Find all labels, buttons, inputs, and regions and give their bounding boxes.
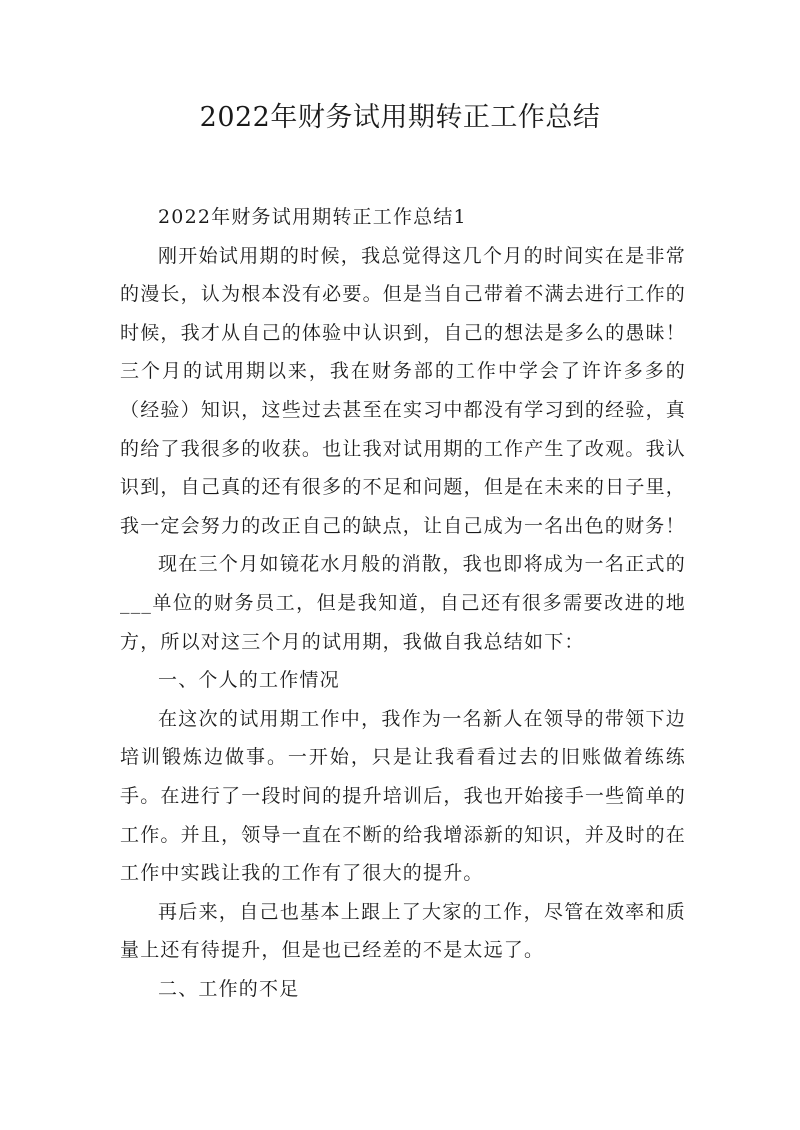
paragraph-intro: 刚开始试用期的时候，我总觉得这几个月的时间实在是非常的漫长，认为根本没有必要。但是当自己带着不满去进行工作的时候，我才从自己的体验中认识到，自己的想法是多么的愚昧！三个月的试用期以来，我在财务部的工作中学会了许许多多的（经验）知识，这些过去甚至在实习中都没有学习到的经验，真的给了我很多的收获。也让我对试用期的工作产生了改观。我认识到，自己真的还有很多的不足和问题，但是在未来的日子里，我一定会努力的改正自己的缺点，让自己成为一名出色的财务！ [120,244,686,537]
paragraph-work-2: 再后来，自己也基本上跟上了大家的工作，尽管在效率和质量上还有待提升，但是也已经差的不是太远了。 [120,900,686,962]
document-title: 2022年财务试用期转正工作总结 [199,102,601,133]
paragraph-summary: 现在三个月如镜花水月般的消散，我也即将成为一名正式的___单位的财务员工，但是我知道，自己还有很多需要改进的地方，所以对这三个月的试用期，我做自我总结如下： [120,553,686,653]
section-heading-personal-work: 一、个人的工作情况 [158,669,340,692]
section-heading-shortcomings: 二、工作的不足 [158,977,300,1000]
section-subtitle: 2022年财务试用期转正工作总结1 [158,206,467,228]
paragraph-work-1: 在这次的试用期工作中，我作为一名新人在领导的带领下边培训锻炼边做事。一开始，只是让我看看过去的旧账做着练练手。在进行了一段时间的提升培训后，我也开始接手一些简单的工作。并且，领导一直在不断的给我增添新的知识，并及时的在工作中实践让我的工作有了很大的提升。 [120,707,686,885]
document-body [120,198,686,1008]
